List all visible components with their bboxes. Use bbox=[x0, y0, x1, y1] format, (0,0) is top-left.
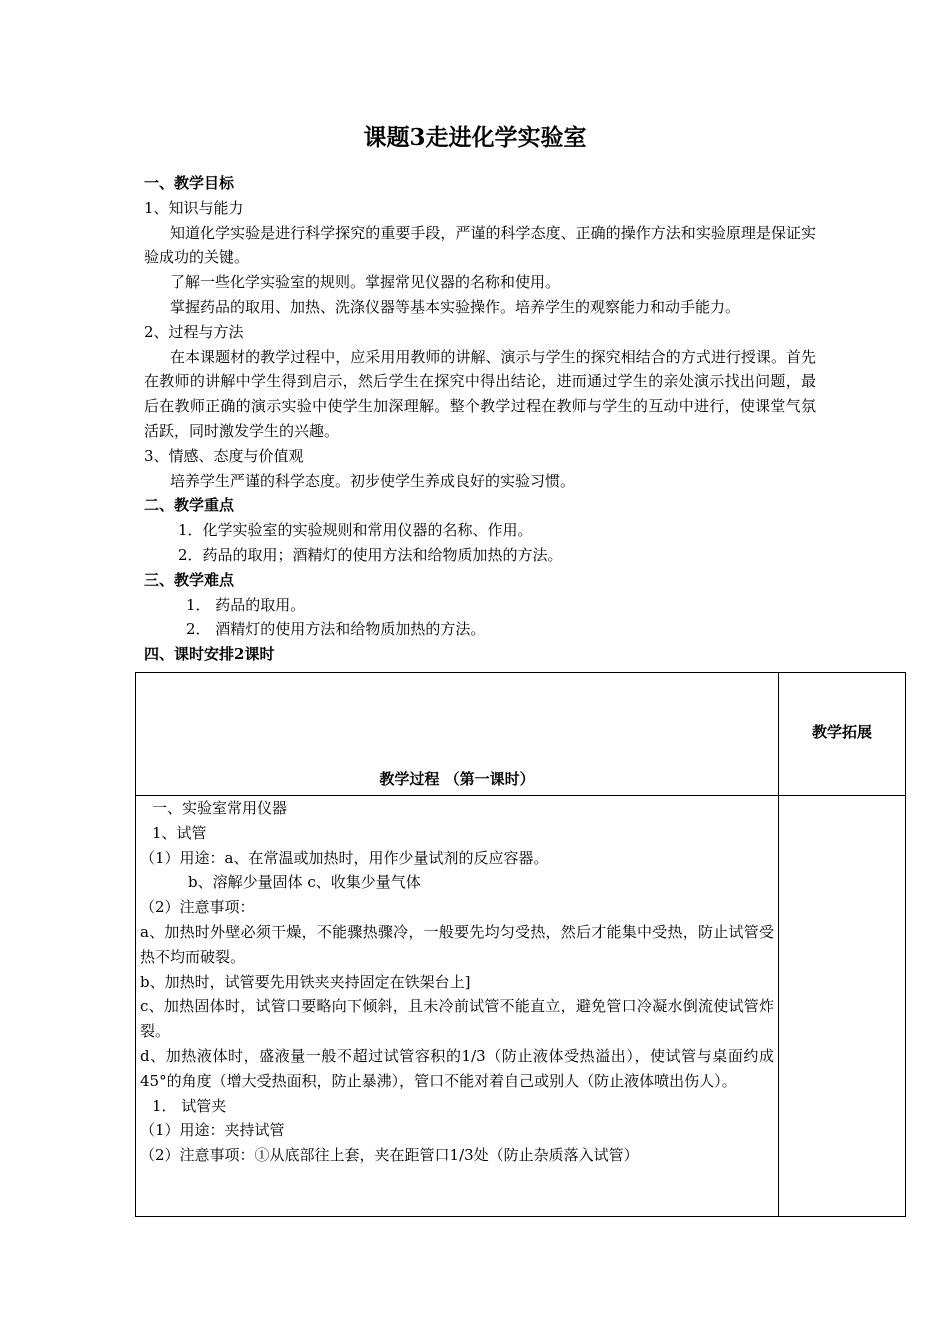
paragraph: 培养学生严谨的科学态度。初步使学生养成良好的实验习惯。 bbox=[170, 471, 576, 490]
table-line: d、加热液体时，盛液量一般不超过试管容积的1/3（防止液体受热溢出），使试管与桌面约成45°的角度（增大受热面积，防止暴沸），管口不能对着自己或别人（防止液体喷出伤人）。 bbox=[140, 1046, 774, 1090]
list-item: 1． 药品的取用。 bbox=[186, 595, 306, 614]
subheading-knowledge: 1、知识与能力 bbox=[144, 198, 244, 217]
table-line: （2）注意事项：①从底部往上套，夹在距管口1/3处（防止杂质落入试管） bbox=[140, 1146, 639, 1165]
paragraph: 了解一些化学实验室的规则。掌握常见仪器的名称和使用。 bbox=[170, 273, 561, 292]
document-title: 课题3走进化学实验室 bbox=[363, 124, 587, 151]
subheading-process: 2、过程与方法 bbox=[144, 322, 244, 341]
table-line: （1）用途：a、在常温或加热时，用作少量试剂的反应容器。 bbox=[140, 848, 549, 867]
table-line: b、加热时，试管要先用铁夹夹持固定在铁架台上] bbox=[140, 972, 471, 991]
table-line: a、加热时外壁必须干燥，不能骤热骤冷，一般要先均匀受热，然后才能集中受热，防止试管受热不均而破裂。 bbox=[140, 922, 774, 966]
table-line: c、加热固体时，试管口要略向下倾斜，且未冷前试管不能直立，避免管口冷凝水倒流使试管炸裂。 bbox=[140, 997, 774, 1041]
paragraph: 掌握药品的取用、加热、洗涤仪器等基本实验操作。培养学生的观察能力和动手能力。 bbox=[170, 297, 741, 316]
table-line: （1）用途：夹持试管 bbox=[140, 1121, 285, 1140]
table-line: 1、试管 bbox=[152, 823, 207, 842]
teaching-process-table bbox=[135, 672, 906, 1217]
header-extension-label: 教学拓展 bbox=[811, 723, 872, 741]
table-cell-extension-content bbox=[779, 796, 906, 1217]
section-heading-key-points: 二、教学重点 bbox=[144, 496, 235, 515]
table-line: 1． 试管夹 bbox=[152, 1096, 227, 1115]
list-item: 2． 酒精灯的使用方法和给物质加热的方法。 bbox=[186, 620, 486, 639]
subheading-attitude: 3、情感、态度与价值观 bbox=[144, 446, 304, 465]
table-line: b、溶解少量固体 c、收集少量气体 bbox=[188, 873, 421, 892]
list-item: 1．化学实验室的实验规则和常用仪器的名称、作用。 bbox=[178, 521, 533, 540]
list-item: 2．药品的取用；酒精灯的使用方法和给物质加热的方法。 bbox=[178, 545, 563, 564]
section-heading-objectives: 一、教学目标 bbox=[144, 174, 235, 192]
table-header-process bbox=[136, 673, 779, 796]
section-heading-difficulties: 三、教学难点 bbox=[144, 570, 235, 589]
table-cell-process-content bbox=[136, 796, 779, 1217]
document-body bbox=[144, 171, 816, 667]
table-line: （2）注意事项： bbox=[140, 898, 255, 917]
section-heading-schedule: 四、课时安排2课时 bbox=[144, 645, 275, 664]
table-line: 一、实验室常用仪器 bbox=[152, 799, 288, 817]
paragraph: 知道化学实验是进行科学探究的重要手段，严谨的科学态度、正确的操作方法和实验原理是保证实验成功的关键。 bbox=[144, 223, 816, 267]
table-header-extension bbox=[779, 673, 906, 796]
header-process-label: 教学过程 （第一课时） bbox=[379, 770, 535, 788]
paragraph: 在本课题材的教学过程中，应采用用教师的讲解、演示与学生的探究相结合的方式进行授课。首先在教师的讲解中学生得到启示，然后学生在探究中得出结论，进而通过学生的亲处演示找出问题，最后在教师正确的演示实验中使学生加深理解。整个教学过程在教师与学生的互动中进行，使课堂气氛活跃，同时激发学生的兴趣。 bbox=[144, 347, 816, 440]
